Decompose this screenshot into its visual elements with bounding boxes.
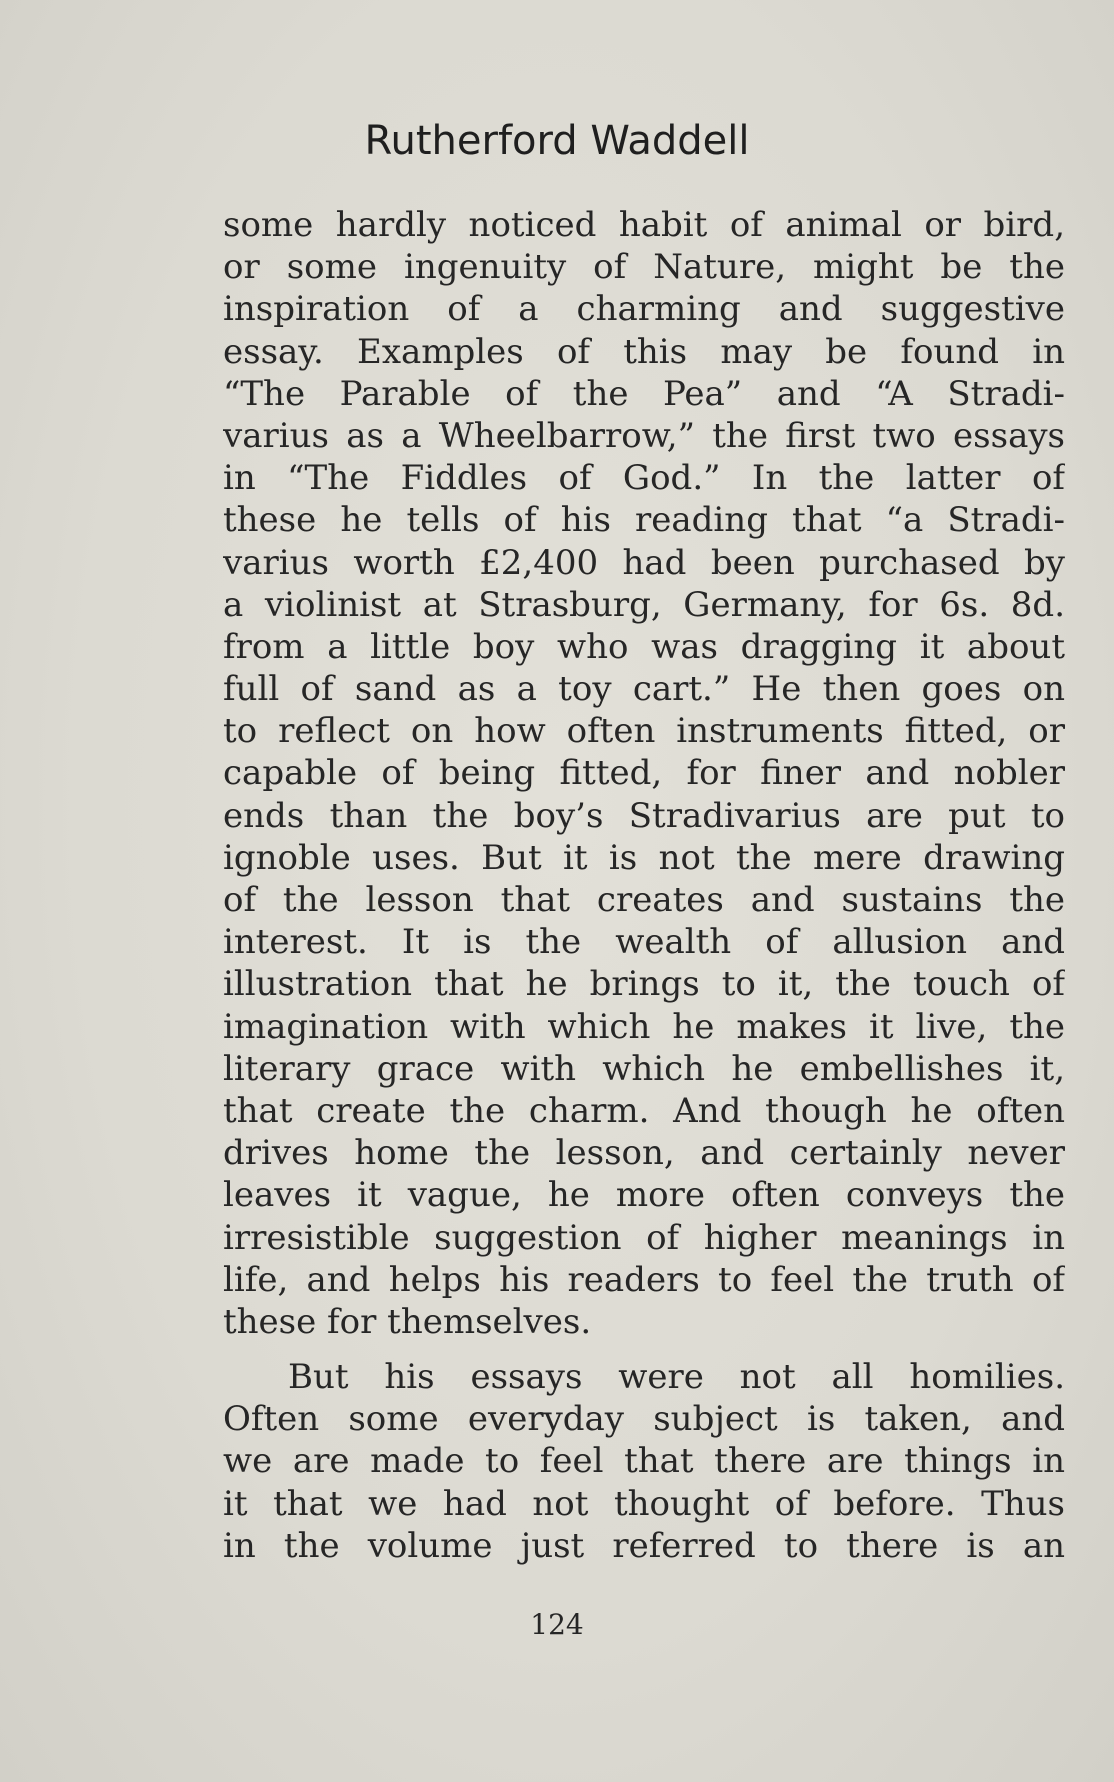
text-line: interest. It is the wealth of allusion and <box>223 922 1065 963</box>
text-line: varius worth £2,400 had been purchased by <box>223 542 1065 583</box>
text-line: “The Parable of the Pea” and “A Stradi- <box>223 373 1065 414</box>
paragraph-2 <box>223 1356 1065 1567</box>
text-line: life, and helps his readers to feel the truth of <box>223 1259 1065 1300</box>
text-line: a violinist at Strasburg, Germany, for 6s. 8d. <box>223 584 1065 625</box>
text-line: Often some everyday subject is taken, and <box>223 1399 1065 1440</box>
paragraph-gap <box>223 1343 1065 1356</box>
text-line: But his essays were not all homilies. <box>288 1357 1065 1398</box>
text-line: some hardly noticed habit of animal or bird, <box>223 205 1065 245</box>
paragraph-1 <box>223 204 1065 1343</box>
text-line: capable of being fitted, for finer and nobler <box>223 753 1065 794</box>
page-number: 124 <box>530 1608 584 1641</box>
text-line: varius as a Wheelbarrow,” the first two essays <box>223 415 1065 456</box>
text-line: from a little boy who was dragging it about <box>223 626 1065 667</box>
text-line: in the volume just referred to there is an <box>223 1525 1065 1566</box>
text-line: to reflect on how often instruments fitted, or <box>223 711 1065 752</box>
text-line: these for themselves. <box>223 1301 592 1342</box>
text-line: leaves it vague, he more often conveys the <box>223 1175 1065 1216</box>
text-line: or some ingenuity of Nature, might be the <box>223 247 1065 288</box>
text-line: ignoble uses. But it is not the mere drawing <box>223 837 1065 878</box>
text-line: these he tells of his reading that “a Stradi- <box>223 500 1065 541</box>
text-line: drives home the lesson, and certainly never <box>223 1133 1065 1174</box>
running-head-title: Rutherford Waddell <box>364 118 750 164</box>
text-line: ends than the boy’s Stradivarius are put to <box>223 795 1065 836</box>
text-line: it that we had not thought of before. Thus <box>223 1483 1065 1524</box>
body-text <box>223 204 1065 1567</box>
text-line: essay. Examples of this may be found in <box>223 331 1065 372</box>
text-line: illustration that he brings to it, the touch of <box>223 964 1065 1005</box>
text-line: imagination with which he makes it live, the <box>223 1006 1065 1047</box>
text-line: irresistible suggestion of higher meanings in <box>223 1217 1065 1258</box>
text-line: full of sand as a toy cart.” He then goes on <box>223 669 1065 710</box>
text-line: we are made to feel that there are things in <box>223 1441 1065 1482</box>
text-line: inspiration of a charming and suggestive <box>223 289 1065 330</box>
text-line: that create the charm. And though he often <box>223 1090 1065 1131</box>
text-line: literary grace with which he embellishes it, <box>223 1048 1065 1089</box>
text-line: in “The Fiddles of God.” In the latter of <box>223 458 1065 499</box>
text-line: of the lesson that creates and sustains the <box>223 880 1065 920</box>
